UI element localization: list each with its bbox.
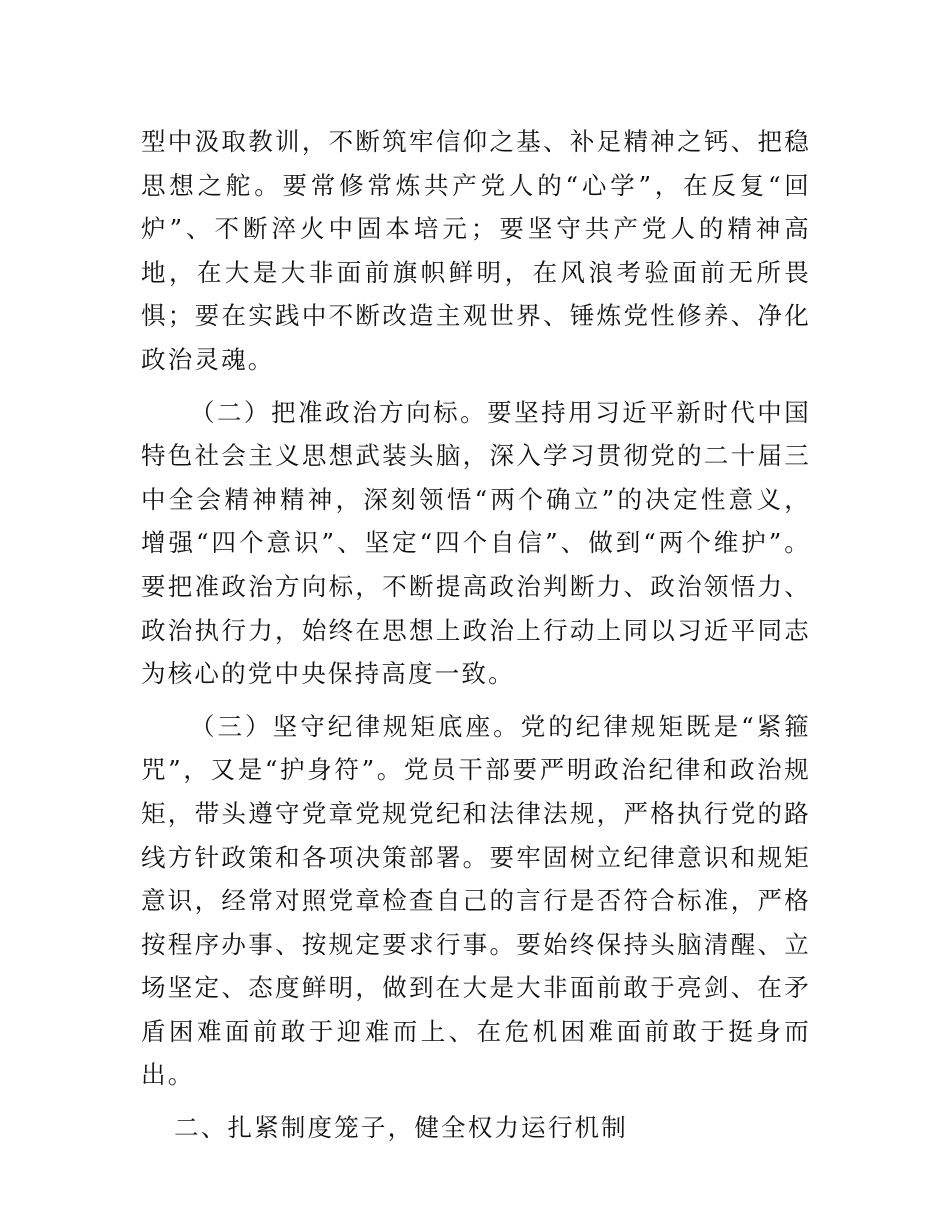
paragraph-discipline-rules: （三）坚守纪律规矩底座。党的纪律规矩既是“紧箍咒”，又是“护身符”。党员干部要严明政治纪律和政治规矩，带头遵守党章党规党纪和法律法规，严格执行党的路线方针政策和各项决策部署。要牢固树立纪律意识和规矩意识，经常对照党章检查自己的言行是否符合标准，严格按程序办事、按规定要求行事。要始终保持头脑清醒、立场坚定、态度鲜明，做到在大是大非面前敢于亮剑、在矛盾困难面前敢于迎难而上、在危机困难面前敢于挺身而出。: [141, 711, 811, 1090]
paragraph-continuation: 型中汲取教训，不断筑牢信仰之基、补足精神之钙、把稳思想之舵。要常修常炼共产党人的“心学”，在反复“回炉”、不断淬火中固本培元；要坚守共产党人的精神高地，在大是大非面前旗帜鲜明，在风浪考验面前无所畏惧；要在实践中不断改造主观世界、锤炼党性修养、净化政治灵魂。: [141, 127, 811, 374]
document-page: [141, 120, 811, 1159]
section-heading: 二、扎紧制度笼子，健全权力运行机制: [174, 1113, 628, 1143]
paragraph-political-direction: （二）把准政治方向标。要坚持用习近平新时代中国特色社会主义思想武装头脑，深入学习贯彻党的二十届三中全会精神精神，深刻领悟“两个确立”的决定性意义，增强“四个意识”、坚定“四个自信”、做到“两个维护”。要把准政治方向标，不断提高政治判断力、政治领悟力、政治执行力，始终在思想上政治上行动上同以习近平同志为核心的党中央保持高度一致。: [141, 397, 811, 689]
